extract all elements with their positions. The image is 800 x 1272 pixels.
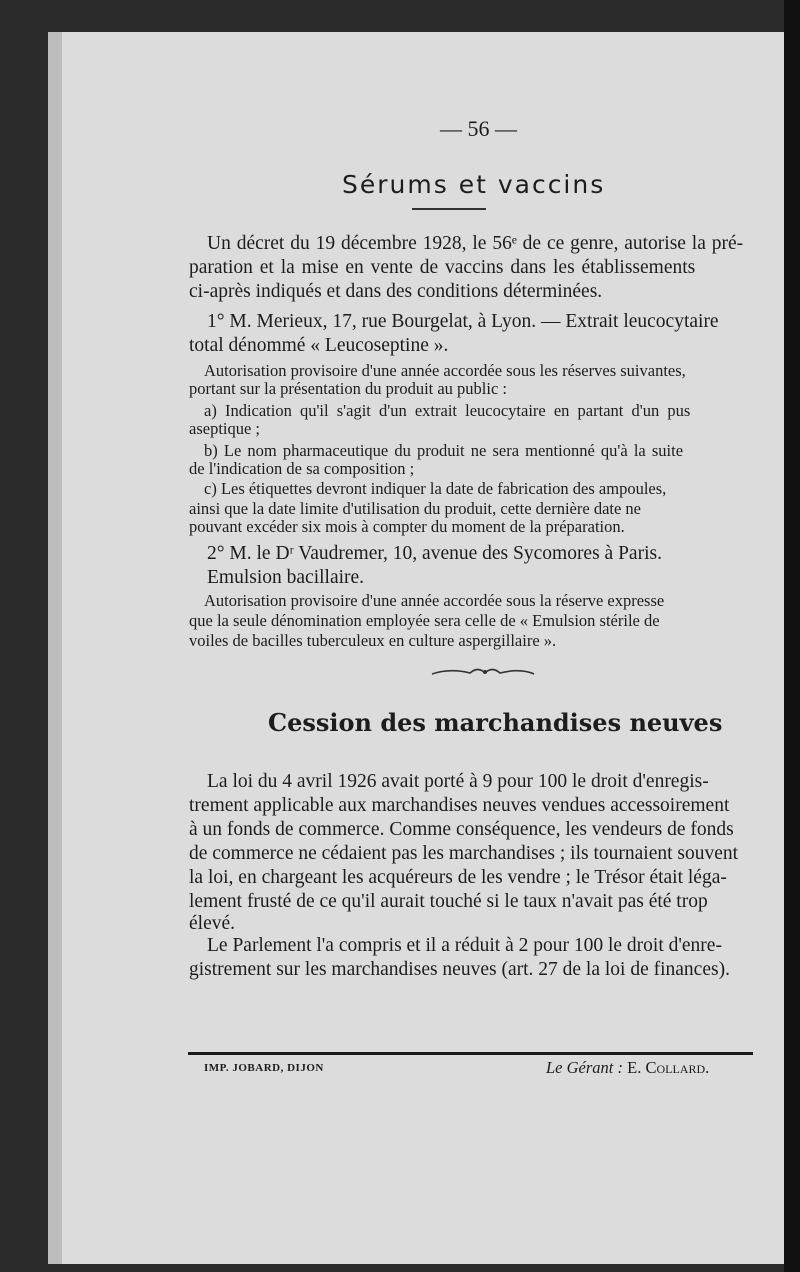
- note-line: portant sur la présentation du produit au public :: [189, 379, 508, 398]
- paragraph-line: Un décret du 19 décembre 1928, le 56ᵉ de ce genre, autorise la pré-: [207, 233, 744, 254]
- note-line: Autorisation provisoire d'une année accordée sous les réserves suivantes,: [204, 361, 686, 380]
- note-line: Autorisation provisoire d'une année accordée sous la réserve expresse: [204, 591, 665, 610]
- paragraph-line: Le Parlement l'a compris et il a réduit à 2 pour 100 le droit d'enre-: [207, 935, 722, 956]
- note-line: a) Indication qu'il s'agit d'un extrait leucocytaire en partant d'un pus: [204, 401, 691, 420]
- manager-credit: [546, 1058, 709, 1078]
- page-edge: [784, 0, 800, 1272]
- title-underline: [412, 208, 486, 210]
- paragraph-line: la loi, en chargeant les acquéreurs de les vendre ; le Trésor était léga-: [189, 867, 727, 888]
- note-line: pouvant excéder six mois à compter du moment de la préparation.: [189, 517, 625, 536]
- note-line: ainsi que la date limite d'utilisation du produit, cette dernière date ne: [189, 499, 641, 518]
- item-line: Emulsion bacillaire.: [207, 567, 365, 588]
- manager-name: E. Collard.: [627, 1058, 710, 1077]
- paragraph-line: à un fonds de commerce. Comme conséquence, les vendeurs de fonds: [189, 819, 734, 840]
- paragraph-line: paration et la mise en vente de vaccins dans les établissements: [189, 257, 696, 278]
- paragraph-line: ci-après indiqués et dans des conditions déterminées.: [189, 281, 603, 302]
- note-line: b) Le nom pharmaceutique du produit ne sera mentionné qu'à la suite: [204, 441, 684, 460]
- note-line: de l'indication de sa composition ;: [189, 459, 415, 478]
- paragraph-line: élevé.: [189, 913, 236, 934]
- paragraph-line: trement applicable aux marchandises neuves vendues accessoirement: [189, 795, 730, 816]
- printer-credit: IMP. JOBARD, DIJON: [204, 1062, 324, 1074]
- section-title-serums: Sérums et vaccins: [342, 170, 606, 199]
- page-number: — 56 —: [440, 116, 517, 141]
- paragraph-line: lement frusté de ce qu'il aurait touché si le taux n'avait pas été trop: [189, 891, 708, 912]
- section-title-cession: Cession des marchandises neuves: [268, 708, 723, 737]
- paragraph-line: La loi du 4 avril 1926 avait porté à 9 pour 100 le droit d'enregis-: [207, 771, 709, 792]
- item-line: 2° M. le Dʳ Vaudremer, 10, avenue des Sycomores à Paris.: [207, 543, 662, 564]
- footer-rule: [188, 1052, 753, 1055]
- note-line: que la seule dénomination employée sera celle de « Emulsion stérile de: [189, 611, 660, 630]
- ornament-divider: [430, 664, 540, 685]
- paragraph-line: gistrement sur les marchandises neuves (art. 27 de la loi de finances).: [189, 959, 730, 980]
- paragraph-line: de commerce ne cédaient pas les marchandises ; ils tournaient souvent: [189, 843, 739, 864]
- manager-label: Le Gérant :: [546, 1058, 623, 1077]
- note-line: c) Les étiquettes devront indiquer la date de fabrication des ampoules,: [204, 479, 667, 498]
- note-line: aseptique ;: [189, 419, 261, 438]
- item-line: 1° M. Merieux, 17, rue Bourgelat, à Lyon. — Extrait leucocytaire: [207, 311, 719, 332]
- item-line: total dénommé « Leucoseptine ».: [189, 335, 449, 356]
- note-line: voiles de bacilles tuberculeux en culture aspergillaire ».: [189, 631, 557, 650]
